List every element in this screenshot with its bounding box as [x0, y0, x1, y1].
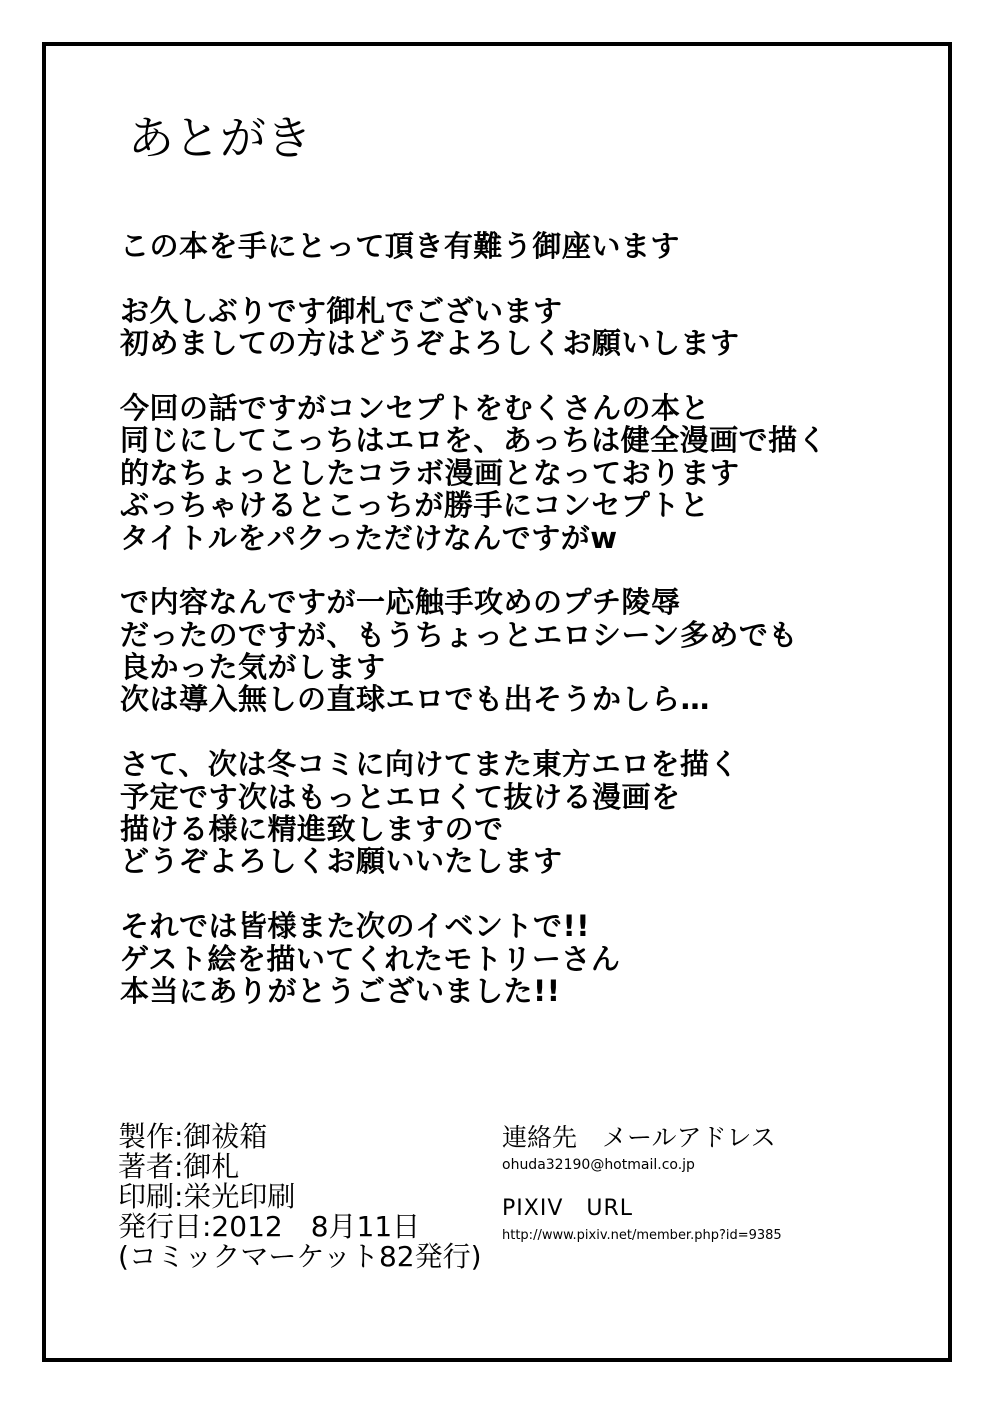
body-line: 本当にありがとうございました!!	[120, 973, 561, 1008]
colophon-credits	[118, 1122, 482, 1272]
credit-event: (コミックマーケット82発行)	[118, 1240, 482, 1273]
body-line: ゲスト絵を描いてくれたモトリーさん	[120, 941, 621, 976]
body-line: この本を手にとって頂き有難う御座います	[120, 229, 680, 263]
body-line: 今回の話ですがコンセプトをむくさんの本と	[120, 390, 711, 425]
body-line: 同じにしてこっちはエロを、あっちは健全漫画で描く	[120, 423, 828, 458]
body-line: お久しぶりです御札でございます	[120, 293, 563, 328]
body-line: 描ける様に精進致しますので	[120, 812, 504, 847]
credit-author: 著者:御札	[118, 1150, 240, 1183]
body-line: さて、次は冬コミに向けてまた東方エロを描く	[120, 747, 739, 782]
body-line: で内容なんですが一応触手攻めのプチ陵辱	[120, 585, 681, 620]
credit-printer: 印刷:栄光印刷	[118, 1180, 296, 1213]
paragraph-gap	[120, 716, 820, 748]
contact-heading: 連絡先 メールアドレス	[502, 1123, 776, 1152]
body-line: ぶっちゃけるとこっちが勝手にコンセプトと	[120, 488, 710, 523]
afterword-body	[120, 229, 828, 1008]
pixiv-url: http://www.pixiv.net/member.php?id=9385	[502, 1228, 782, 1243]
contact-info	[502, 1122, 782, 1246]
body-line: 初めましての方はどうぞよろしくお願いします	[120, 326, 740, 361]
body-line: それでは皆様また次のイベントで!!	[120, 909, 590, 944]
body-line: タイトルをパクっただけなんですがw	[120, 520, 618, 555]
body-line: 予定です次はもっとエロくて抜ける漫画を	[120, 779, 681, 814]
paragraph-gap	[120, 262, 820, 294]
paragraph-gap	[120, 360, 820, 392]
body-line: だったのですが、もうちょっとエロシーン多めでも	[120, 617, 798, 652]
body-line: 的なちょっとしたコラボ漫画となっております	[120, 455, 740, 490]
body-line: どうぞよろしくお願いいたします	[120, 844, 563, 879]
credit-date: 発行日:2012 8月11日	[118, 1210, 421, 1243]
page-title: あとがき	[128, 111, 312, 165]
credit-circle: 製作:御祓箱	[118, 1120, 268, 1153]
paragraph-gap	[120, 878, 820, 910]
pixiv-url-heading: PIXIV URL	[502, 1196, 634, 1221]
paragraph-gap	[120, 554, 820, 586]
body-line: 良かった気がします	[120, 650, 386, 685]
body-line: 次は導入無しの直球エロでも出そうかしら…	[120, 682, 711, 717]
contact-email: ohuda32190@hotmail.co.jp	[502, 1157, 695, 1173]
